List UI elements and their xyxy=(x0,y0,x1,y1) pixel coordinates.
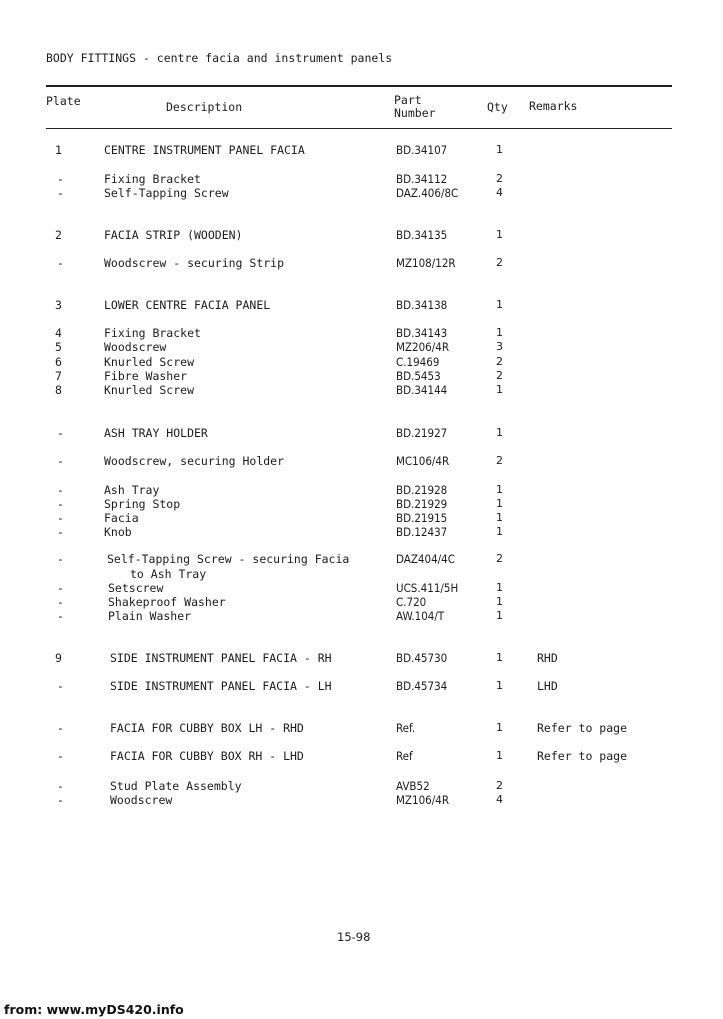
plate-cell: 2 xyxy=(55,228,62,242)
table-row xyxy=(0,793,723,807)
qty-cell: 2 xyxy=(496,552,503,565)
plate-cell: - xyxy=(57,793,64,807)
qty-cell: 1 xyxy=(496,298,503,311)
table-row xyxy=(0,369,723,383)
part-number-cell: BD.21927 xyxy=(396,426,448,440)
part-header-line2: Number xyxy=(394,106,436,120)
qty-cell: 1 xyxy=(496,679,503,692)
part-number-cell: MZ106/4R xyxy=(396,793,450,807)
table-row xyxy=(0,298,723,312)
part-number-cell: BD.34135 xyxy=(396,228,448,242)
qty-cell: 1 xyxy=(496,497,503,510)
description-cell: Self-Tapping Screw xyxy=(104,186,229,200)
part-number-cell: UCS.411/5H xyxy=(396,581,459,595)
footer-source-link[interactable]: from: www.myDS420.info xyxy=(4,1002,184,1017)
description-cell: CENTRE INSTRUMENT PANEL FACIA xyxy=(104,143,305,157)
plate-cell: 7 xyxy=(55,369,62,383)
qty-cell: 3 xyxy=(496,340,503,353)
part-number-cell: Ref. xyxy=(396,721,416,735)
plate-cell: - xyxy=(57,426,64,440)
plate-cell: - xyxy=(57,511,64,525)
part-number-cell: MZ206/4R xyxy=(396,340,450,354)
description-cell: Knurled Screw xyxy=(104,383,195,397)
table-row xyxy=(0,454,723,468)
table-row xyxy=(0,651,723,665)
header-bottom-rule xyxy=(46,128,672,129)
qty-cell: 1 xyxy=(496,228,503,241)
qty-cell: 2 xyxy=(496,454,503,467)
qty-cell: 2 xyxy=(496,355,503,368)
plate-cell: 1 xyxy=(55,143,62,157)
table-row xyxy=(0,679,723,693)
part-number-cell: MZ108/12R xyxy=(396,256,456,270)
table-row xyxy=(0,552,723,566)
qty-cell: 4 xyxy=(496,186,503,199)
table-row xyxy=(0,186,723,200)
qty-cell: 2 xyxy=(496,172,503,185)
table-row xyxy=(0,256,723,270)
part-number-cell: C.19469 xyxy=(396,355,440,369)
part-number-cell: BD.34107 xyxy=(396,143,448,157)
part-header-line1: Part xyxy=(394,93,422,107)
remarks-cell: Refer to page xyxy=(537,749,628,763)
qty-cell: 1 xyxy=(496,525,503,538)
qty-cell: 1 xyxy=(496,326,503,339)
table-row xyxy=(0,511,723,525)
description-cell: Fixing Bracket xyxy=(104,326,201,340)
qty-cell: 1 xyxy=(496,511,503,524)
part-number-cell: BD.21928 xyxy=(396,483,448,497)
table-row xyxy=(0,143,723,157)
qty-cell: 1 xyxy=(496,651,503,664)
table-row xyxy=(0,228,723,242)
description-cell: Stud Plate Assembly xyxy=(110,779,242,793)
plate-cell: 4 xyxy=(55,326,62,340)
part-number-cell: BD.12437 xyxy=(396,525,448,539)
part-number-cell: AW.104/T xyxy=(396,609,445,623)
description-cell: Knob xyxy=(104,525,132,539)
plate-cell: - xyxy=(57,525,64,539)
column-header-remarks: Remarks xyxy=(529,99,578,113)
qty-cell: 1 xyxy=(496,749,503,762)
qty-cell: 2 xyxy=(496,779,503,792)
description-cell: SIDE INSTRUMENT PANEL FACIA - LH xyxy=(110,679,332,693)
description-cell: Ash Tray xyxy=(104,483,160,497)
description-cell: Self-Tapping Screw - securing Facia xyxy=(107,552,350,566)
part-number-cell: Ref xyxy=(396,749,413,763)
description-cell: LOWER CENTRE FACIA PANEL xyxy=(104,298,271,312)
description-cell: Woodscrew - securing Strip xyxy=(104,256,285,270)
column-header-qty: Qty xyxy=(487,100,508,114)
plate-cell: 8 xyxy=(55,383,62,397)
plate-cell: - xyxy=(57,172,64,186)
table-row xyxy=(0,567,723,581)
plate-cell: - xyxy=(57,256,64,270)
table-row xyxy=(0,779,723,793)
qty-cell: 1 xyxy=(496,721,503,734)
table-row xyxy=(0,581,723,595)
table-row xyxy=(0,483,723,497)
page-title: BODY FITTINGS - centre facia and instrument panels xyxy=(46,51,393,65)
description-cell: ASH TRAY HOLDER xyxy=(104,426,208,440)
plate-cell: - xyxy=(57,581,64,595)
plate-cell: - xyxy=(57,779,64,793)
part-number-cell: DAZ.406/8C xyxy=(396,186,459,200)
qty-cell: 1 xyxy=(496,483,503,496)
table-row xyxy=(0,525,723,539)
plate-cell: - xyxy=(57,595,64,609)
description-cell: Plain Washer xyxy=(108,609,192,623)
table-row xyxy=(0,595,723,609)
part-number-cell: BD.21929 xyxy=(396,497,448,511)
plate-cell: - xyxy=(57,749,64,763)
description-cell: Woodscrew, securing Holder xyxy=(104,454,285,468)
description-cell: Spring Stop xyxy=(104,497,181,511)
description-cell: Woodscrew xyxy=(104,340,167,354)
table-row xyxy=(0,426,723,440)
qty-cell: 4 xyxy=(496,793,503,806)
remarks-cell: LHD xyxy=(537,679,558,693)
table-row xyxy=(0,326,723,340)
description-cell: Fibre Washer xyxy=(104,369,188,383)
part-number-cell: BD.34144 xyxy=(396,383,448,397)
page-number: 15-98 xyxy=(337,930,371,944)
qty-cell: 1 xyxy=(496,383,503,396)
part-number-cell: BD.45734 xyxy=(396,679,448,693)
column-header-plate: Plate xyxy=(46,94,81,108)
plate-cell: 3 xyxy=(55,298,62,312)
description-cell: Fixing Bracket xyxy=(104,172,201,186)
plate-cell: - xyxy=(57,552,64,566)
qty-cell: 1 xyxy=(496,581,503,594)
part-number-cell: C.720 xyxy=(396,595,427,609)
qty-cell: 1 xyxy=(496,426,503,439)
part-number-cell: BD.21915 xyxy=(396,511,448,525)
table-row xyxy=(0,749,723,763)
plate-cell: - xyxy=(57,497,64,511)
table-row xyxy=(0,172,723,186)
part-number-cell: BD.34138 xyxy=(396,298,448,312)
column-header-description: Description xyxy=(166,100,243,114)
plate-cell: 9 xyxy=(55,651,62,665)
description-cell: FACIA STRIP (WOODEN) xyxy=(104,228,243,242)
plate-cell: - xyxy=(57,609,64,623)
qty-cell: 2 xyxy=(496,256,503,269)
description-cell: Facia xyxy=(104,511,139,525)
description-cell: Shakeproof Washer xyxy=(108,595,226,609)
table-row xyxy=(0,609,723,623)
remarks-cell: RHD xyxy=(537,651,558,665)
header-top-rule xyxy=(46,85,672,87)
part-number-cell: BD.5453 xyxy=(396,369,441,383)
description-cell: Setscrew xyxy=(108,581,164,595)
table-row xyxy=(0,340,723,354)
table-row xyxy=(0,497,723,511)
part-number-cell: BD.34112 xyxy=(396,172,448,186)
part-number-cell: AVB52 xyxy=(396,779,430,793)
description-cell: FACIA FOR CUBBY BOX LH - RHD xyxy=(110,721,304,735)
plate-cell: 6 xyxy=(55,355,62,369)
part-number-cell: DAZ404/4C xyxy=(396,552,455,566)
plate-cell: - xyxy=(57,454,64,468)
qty-cell: 1 xyxy=(496,609,503,622)
qty-cell: 1 xyxy=(496,143,503,156)
remarks-cell: Refer to page xyxy=(537,721,628,735)
table-row xyxy=(0,383,723,397)
part-number-cell: BD.34143 xyxy=(396,326,448,340)
description-cell: Woodscrew xyxy=(110,793,173,807)
plate-cell: 5 xyxy=(55,340,62,354)
qty-cell: 1 xyxy=(496,595,503,608)
plate-cell: - xyxy=(57,721,64,735)
plate-cell: - xyxy=(57,186,64,200)
column-header-part-number xyxy=(394,94,436,120)
description-cell: to Ash Tray xyxy=(130,567,207,581)
description-cell: SIDE INSTRUMENT PANEL FACIA - RH xyxy=(110,651,332,665)
plate-cell: - xyxy=(57,679,64,693)
table-row xyxy=(0,355,723,369)
qty-cell: 2 xyxy=(496,369,503,382)
description-cell: FACIA FOR CUBBY BOX RH - LHD xyxy=(110,749,304,763)
table-row xyxy=(0,721,723,735)
description-cell: Knurled Screw xyxy=(104,355,195,369)
part-number-cell: BD.45730 xyxy=(396,651,448,665)
part-number-cell: MC106/4R xyxy=(396,454,450,468)
plate-cell: - xyxy=(57,483,64,497)
